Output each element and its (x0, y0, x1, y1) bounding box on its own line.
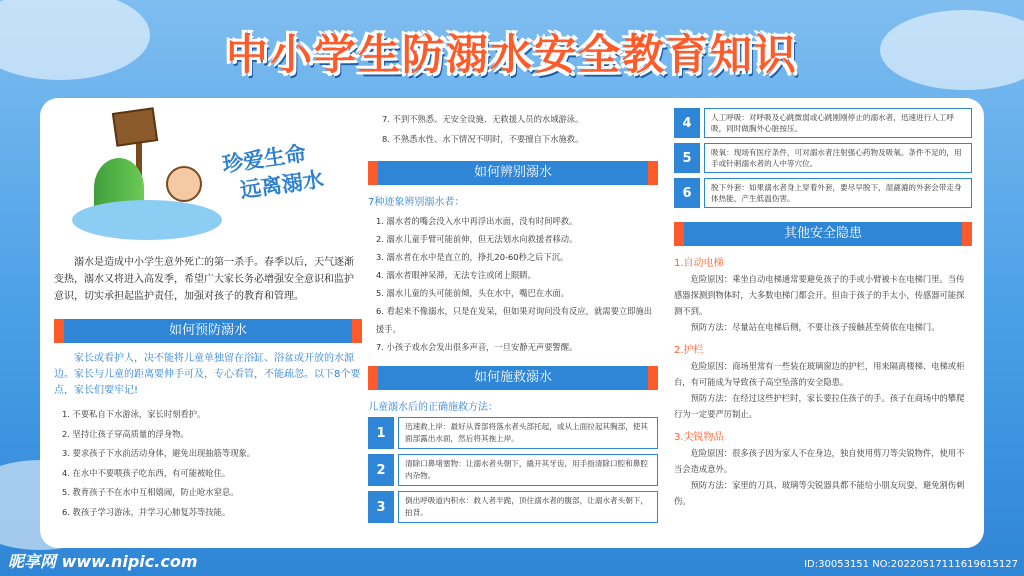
step-text: 人工呼吸：对呼吸及心跳微弱或心跳刚刚停止的溺水者，迅速进行人工呼吸，同时做胸外心脏按压。 (704, 108, 972, 138)
prevent-list-continued (368, 110, 658, 149)
step-text: 脱下外套：如果溺水者身上穿着外套，要尽早脱下，湿漉漉的外套会带走身体热能，产生低温伤害。 (704, 178, 972, 208)
hazard-section (674, 341, 972, 422)
list-item: 4. 在水中不要喂孩子吃东西，有可能被呛住。 (62, 467, 231, 478)
step-number: 3 (368, 491, 394, 523)
slogan-line-1: 珍爱生命 (220, 141, 308, 177)
drowning-child-illustration (166, 166, 202, 202)
rescue-step (368, 454, 658, 486)
hazard-title: 3.尖锐物品 (674, 432, 724, 443)
list-item: 7. 小孩子戏水会发出很多声音，一旦安静无声要警醒。 (376, 342, 578, 352)
content-panel (40, 98, 984, 548)
step-number: 5 (674, 143, 700, 173)
list-item: 8. 不熟悉水性、水下情况不明时，不要擅自下水施救。 (382, 133, 584, 144)
step-text: 吸氧：现场有医疗条件，可对溺水者注射强心药物及吸氧。条件不足的，用手或针刺溺水者的人中等穴位。 (704, 143, 972, 173)
step-number: 4 (674, 108, 700, 138)
list-item: 4. 溺水者眼神呆滞，无法专注或闭上眼睛。 (376, 270, 536, 280)
hazard-danger: 危险原因：很多孩子因为家人不在身边，独自使用剪刀等尖锐物件，使用不当会造成意外。 (674, 448, 965, 474)
section-heading-hazards: 其他安全隐患 (674, 222, 972, 246)
hazard-section (674, 428, 972, 509)
list-item: 3. 溺水者在水中是直立的，挣扎20-60秒之后下沉。 (376, 252, 569, 262)
rescue-step (368, 417, 658, 449)
rescue-subtitle: 儿童溺水后的正确施救方法： (368, 402, 498, 413)
section-heading-identify: 如何辨别溺水 (368, 161, 658, 185)
prevent-warning: 家长或看护人，决不能将儿童单独留在浴缸、浴盆或开放的水源边。家长与儿童的距离要伸手可及，专心看管，不能疏忽。以下8个要点，家长们要牢记! (54, 353, 361, 396)
no-swimming-sign-icon (112, 107, 158, 147)
watermark-logo: 昵享网 www.nipic.com (8, 552, 198, 571)
list-item: 5. 溺水儿童的头可能前倾，头在水中，嘴巴在水面。 (376, 288, 570, 298)
step-text: 迅速救上岸：最好从背部将落水者头部托起，或从上面拉起其胸部，使其面部露出水面，然后将其拖上岸。 (398, 417, 658, 449)
slogan-line-2: 远离溺水 (238, 167, 326, 203)
list-item: 6. 教孩子学习游泳，并学习心肺复苏等技能。 (62, 506, 231, 517)
rescue-step (368, 491, 658, 523)
step-number: 1 (368, 417, 394, 449)
list-item: 2. 坚持让孩子穿高质量的浮身物。 (62, 428, 189, 439)
step-text: 倒出呼吸道内积水：救人者半跪，顶住溺水者的腹部，让溺水者头朝下，拍背。 (398, 491, 658, 523)
hazard-prevent: 预防方法：家里的刀具、玻璃等尖锐器具都不能给小朋友玩耍，避免割伤刺伤。 (674, 480, 965, 506)
hazard-section (674, 254, 972, 335)
column-middle (368, 110, 658, 528)
section-heading-prevent: 如何预防溺水 (54, 319, 362, 343)
prevent-list (54, 405, 362, 522)
hazard-danger: 危险原因：商场里常有一些装在玻璃窗边的护栏，用来隔离楼梯、电梯或柜台，有可能成为导致孩子高空坠落的安全隐患。 (674, 361, 965, 387)
list-item: 1. 溺水者的嘴会没入水中再浮出水面，没有时间呼救。 (376, 216, 578, 226)
step-number: 6 (674, 178, 700, 208)
hazard-title: 2.护栏 (674, 345, 704, 356)
rescue-step (674, 143, 972, 173)
list-item: 5. 教育孩子不在水中互相嬉闹，防止呛水窒息。 (62, 487, 239, 497)
column-right (674, 108, 972, 509)
list-item: 6. 看起来不像溺水，只是在发呆，但如果对询问没有反应，就需要立即施出援手。 (376, 306, 653, 334)
rescue-step (674, 178, 972, 208)
section-heading-rescue: 如何施救溺水 (368, 366, 658, 390)
slogan (221, 137, 326, 206)
hazard-prevent: 预防方法：尽量站在电梯后侧，不要让孩子接触甚至倚依在电梯门。 (690, 322, 940, 332)
step-number: 2 (368, 454, 394, 486)
column-left (54, 108, 362, 522)
list-item: 7. 不到不熟悉、无安全设施、无救援人员的水域游泳。 (382, 114, 584, 124)
step-text: 清除口鼻堵塞物：让溺水者头朝下，撬开其牙齿，用手指清除口腔和鼻腔内杂物。 (398, 454, 658, 486)
watermark-id: ID:30053151 NO:20220517111619615127 (804, 559, 1018, 570)
list-item: 3. 要求孩子下水前活动身体，避免出现抽筋等现象。 (62, 448, 256, 458)
identify-subtitle: 7种迹象辨别溺水者： (368, 197, 465, 208)
hazard-danger: 危险原因：乘坐自动电梯通常要避免孩子的手或小臂被卡在电梯门里。当传感器探测到物体时，大多数电梯门都会开。但由于孩子的手太小，传感器可能探测不到。 (674, 274, 965, 316)
illustration (54, 108, 362, 246)
hazard-title: 1.自动电梯 (674, 258, 724, 269)
identify-list (368, 212, 658, 356)
page-title: 中小学生防溺水安全教育知识 (225, 30, 798, 79)
water-splash-illustration (72, 200, 222, 240)
list-item: 1. 不要私自下水游泳，家长时刻看护。 (62, 409, 206, 419)
list-item: 2. 溺水儿童手臂可能前伸，但无法划水向救援者移动。 (376, 234, 578, 244)
rescue-step (674, 108, 972, 138)
hazard-prevent: 预防方法：在经过这些护栏时，家长要拉住孩子的手。孩子在商场中的攀爬行为一定要严厉制止。 (674, 393, 965, 419)
intro-paragraph: 溺水是造成中小学生意外死亡的第一杀手。春季以后，天气逐渐变热，溺水又将进入高发季，希望广大家长务必增强安全意识和监护意识，切实承担起监护责任，加强对孩子的教育和管理。 (54, 257, 354, 302)
